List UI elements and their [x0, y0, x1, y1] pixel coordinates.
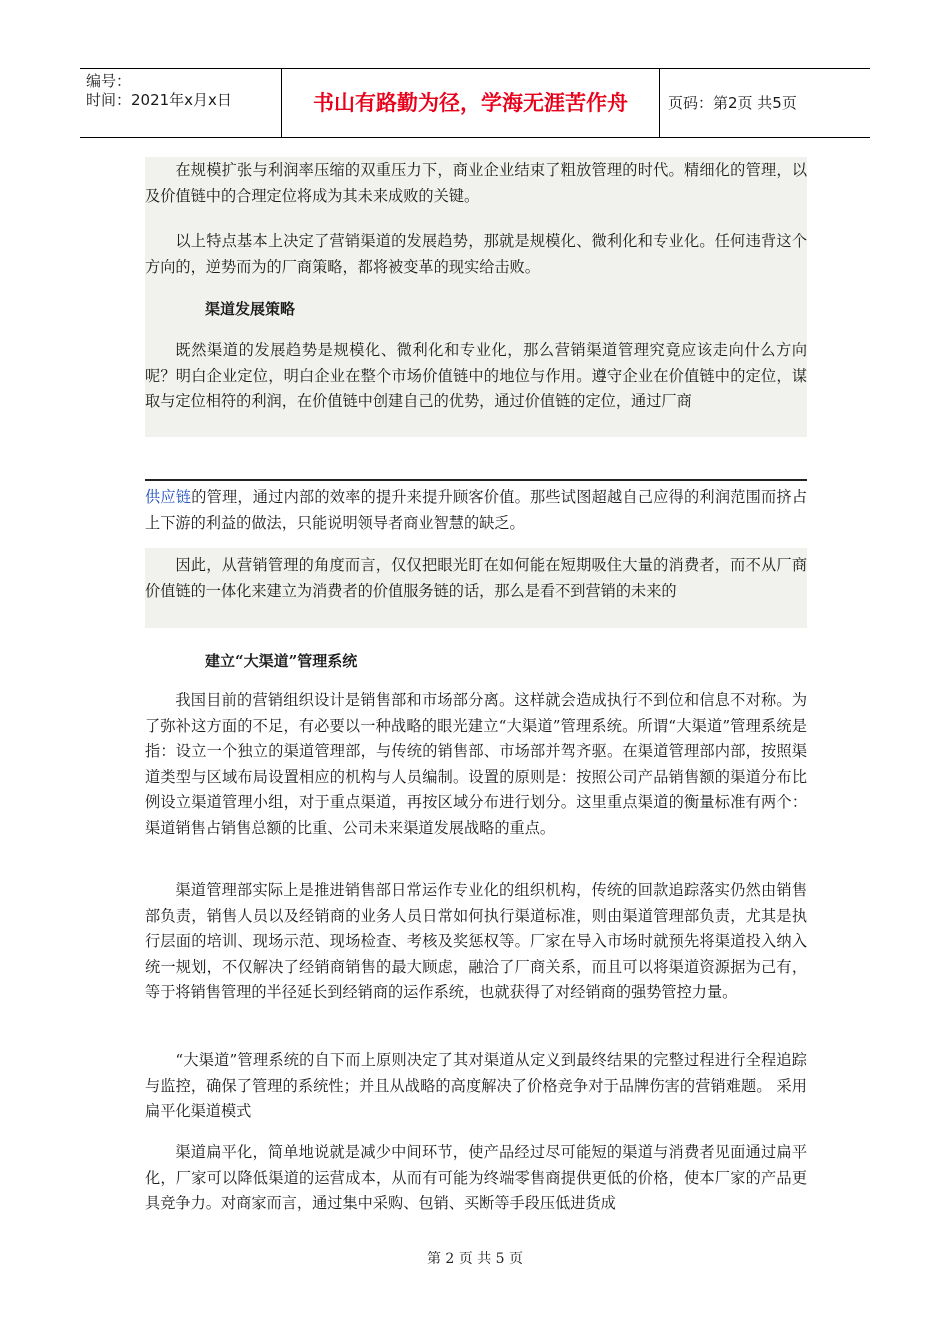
- paragraph-4: [145, 485, 807, 536]
- supply-chain-link[interactable]: 供应链: [145, 488, 192, 506]
- section-heading-big-channel: 建立“大渠道”管理系统: [205, 652, 358, 670]
- doc-number-label: 编号：: [86, 72, 132, 90]
- paragraph-8: “大渠道”管理系统的自下而上原则决定了其对渠道从定义到最终结果的完整过程进行全程追踪与监控，确保了管理的系统性；并且从战略的高度解决了价格竞争对于品牌伤害的营销难题。 采用扁平化渠道模式: [145, 1051, 807, 1120]
- paragraph-5: 因此，从营销管理的角度而言，仅仅把眼光盯在如何能在短期吸住大量的消费者，而不从厂商价值链的一体化来建立为消费者的价值服务链的话，那么是看不到营销的未来的: [145, 556, 807, 600]
- paragraph-4-text: 的管理，通过内部的效率的提升来提升顾客价值。那些试图超越自己应得的利润范围而挤占上下游的利益的做法，只能说明领导者商业智慧的缺乏。: [145, 488, 808, 532]
- page-footer: 第 2 页 共 5 页: [426, 1251, 524, 1267]
- header-page-number: 页码：第2页 共5页: [668, 94, 797, 112]
- section-heading-channel-strategy: 渠道发展策略: [205, 300, 296, 318]
- header-meta: [80, 69, 282, 137]
- paragraph-6: 我国目前的营销组织设计是销售部和市场部分离。这样就会造成执行不到位和信息不对称。为了弥补这方面的不足，有必要以一种战略的眼光建立“大渠道”管理系统。所谓“大渠道”管理系统是指：设立一个独立的渠道管理部，与传统的销售部、市场部并驾齐驱。在渠道管理部内部，按照渠道类型与区域布局设置相应的机构与人员编制。设置的原则是：按照公司产品销售额的渠道分布比例设立渠道管理小组，对于重点渠道，再按区域分布进行划分。这里重点渠道的衡量标准有两个：渠道销售占销售总额的比重、公司未来渠道发展战略的重点。: [145, 691, 807, 837]
- paragraph-1: 在规模扩张与利润率压缩的双重压力下，商业企业结束了粗放管理的时代。精细化的管理，以及价值链中的合理定位将成为其未来成败的关键。: [145, 161, 807, 205]
- paragraph-7: 渠道管理部实际上是推进销售部日常运作专业化的组织机构，传统的回款追踪落实仍然由销售部负责，销售人员以及经销商的业务人员日常如何执行渠道标准，则由渠道管理部负责，尤其是执行层面的培训、现场示范、现场检查、考核及奖惩权等。厂家在导入市场时就预先将渠道投入纳入统一规划，不仅解决了经销商销售的最大顾虑，融洽了厂商关系，而且可以将渠道资源据为己有，等于将销售管理的半径延长到经销商的运作系统，也就获得了对经销商的强势管控力量。: [145, 881, 807, 1001]
- paragraph-9: 渠道扁平化，简单地说就是减少中间环节，使产品经过尽可能短的渠道与消费者见面通过扁平化，厂家可以降低渠道的运营成本，从而有可能为终端零售商提供更低的价格，使本厂家的产品更具竞争力。对商家而言，通过集中采购、包销、买断等手段压低进货成: [145, 1143, 807, 1212]
- page-header: [80, 68, 870, 138]
- doc-date-label: 时间：2021年x月x日: [86, 91, 232, 109]
- paragraph-2: 以上特点基本上决定了营销渠道的发展趋势，那就是规模化、微利化和专业化。任何违背这个方向的，逆势而为的厂商策略，都将被变革的现实给击败。: [145, 232, 807, 276]
- paragraph-3: 既然渠道的发展趋势是规模化、微利化和专业化，那么营销渠道管理究竟应该走向什么方向呢？明白企业定位，明白企业在整个市场价值链中的地位与作用。遵守企业在价值链中的定位，谋取与定位相符的利润，在价值链中创建自己的优势，通过价值链的定位，通过厂商: [145, 341, 807, 410]
- header-motto: 书山有路勤为径，学海无涯苦作舟: [282, 69, 660, 137]
- section-divider: [145, 479, 807, 481]
